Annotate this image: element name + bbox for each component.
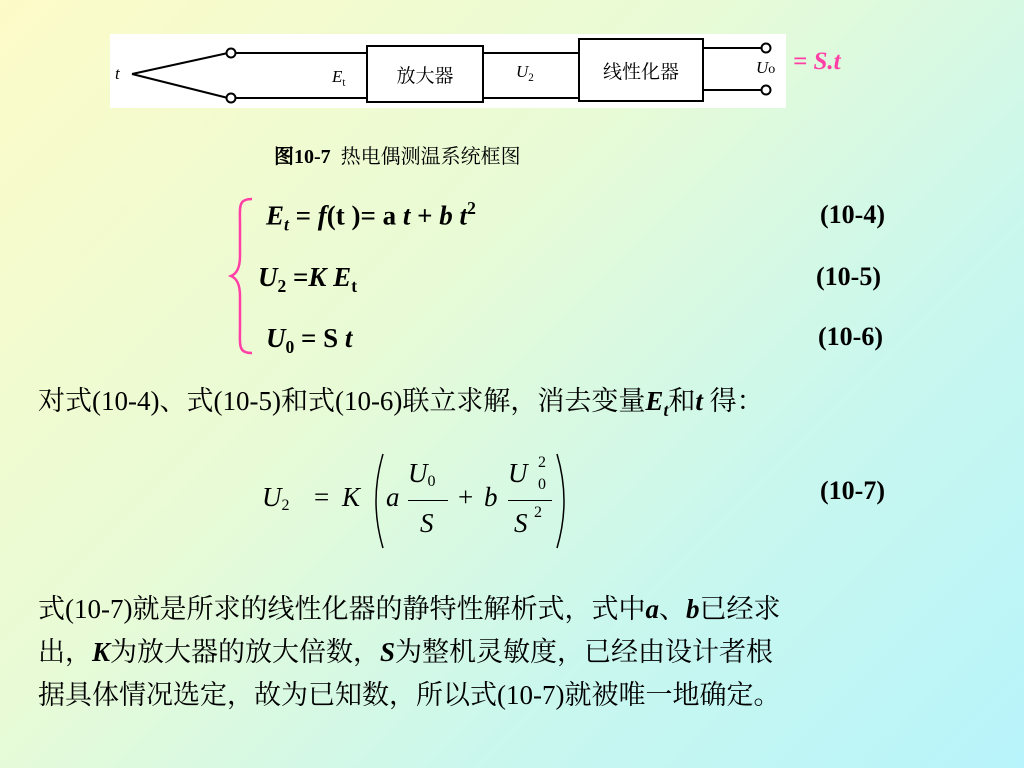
- right-paren: [554, 452, 574, 550]
- figure-caption: [274, 140, 521, 169]
- formula-k: K: [342, 482, 361, 512]
- block-diagram: [110, 34, 786, 108]
- amplifier-label: 放大器: [396, 64, 454, 87]
- frac2-num: U: [508, 458, 528, 488]
- frac2-num-sub: 0: [538, 476, 546, 493]
- caption-text: 热电偶测温系统框图: [340, 146, 521, 168]
- conclusion-paragraph: [38, 588, 998, 717]
- formula-plus: +: [458, 482, 474, 512]
- frac2-num-sup: 2: [538, 454, 546, 471]
- frac2-den-sup: 2: [534, 504, 542, 521]
- left-paren: [366, 452, 386, 550]
- uo-label: Uo: [756, 58, 776, 77]
- frac2-bar: [508, 500, 552, 501]
- et-label: $E_t$: [332, 67, 346, 89]
- frac2-den: S: [514, 508, 528, 538]
- equation-brace: [228, 196, 258, 356]
- linearizer-label: 线性化器: [602, 60, 679, 83]
- input-t-label: t: [115, 64, 120, 83]
- u2-label: $U_2$: [516, 62, 534, 84]
- caption-number: 图10-7: [274, 146, 331, 168]
- conclusion-line-2: 出，K为放大器的放大倍数，S为整机灵敏度，已经由设计者根: [38, 637, 774, 667]
- frac1-num: U0: [408, 458, 436, 490]
- formula-b: b: [484, 482, 498, 512]
- amplifier-block: [366, 45, 484, 103]
- equation-10-4: $E_t = f(t$ )= a t + b $t^2$: [266, 198, 476, 235]
- equation-10-5: $U_2 =K$ $E_t$: [258, 262, 358, 297]
- intro-sentence: 对式(10-4)、式(10-5)和式(10-6)联立求解，消去变量$E_t$和t 得：: [38, 386, 764, 421]
- formula-a: a: [386, 482, 400, 512]
- equation-number-10-5: (10-5): [816, 262, 881, 291]
- frac1-den: S: [420, 508, 434, 538]
- formula-eq: =: [314, 482, 330, 512]
- conclusion-line-3: 据具体情况选定，故为已知数，所以式(10-7)就被唯一地确定。: [38, 680, 781, 710]
- frac1-bar: [408, 500, 448, 501]
- equation-number-10-6: (10-6): [818, 322, 883, 351]
- linearizer-block: [578, 38, 704, 102]
- output-equation: = S.t: [793, 48, 841, 75]
- equation-number-10-4: (10-4): [820, 200, 885, 229]
- equation-10-6: $U_0 = S$ t: [266, 323, 353, 358]
- formula-lhs: U2: [262, 482, 290, 514]
- conclusion-line-1: 式(10-7)就是所求的线性化器的静特性解析式，式中a、b已经求: [38, 594, 781, 624]
- equation-number-10-7: (10-7): [820, 476, 885, 505]
- formula-10-7: [262, 452, 582, 552]
